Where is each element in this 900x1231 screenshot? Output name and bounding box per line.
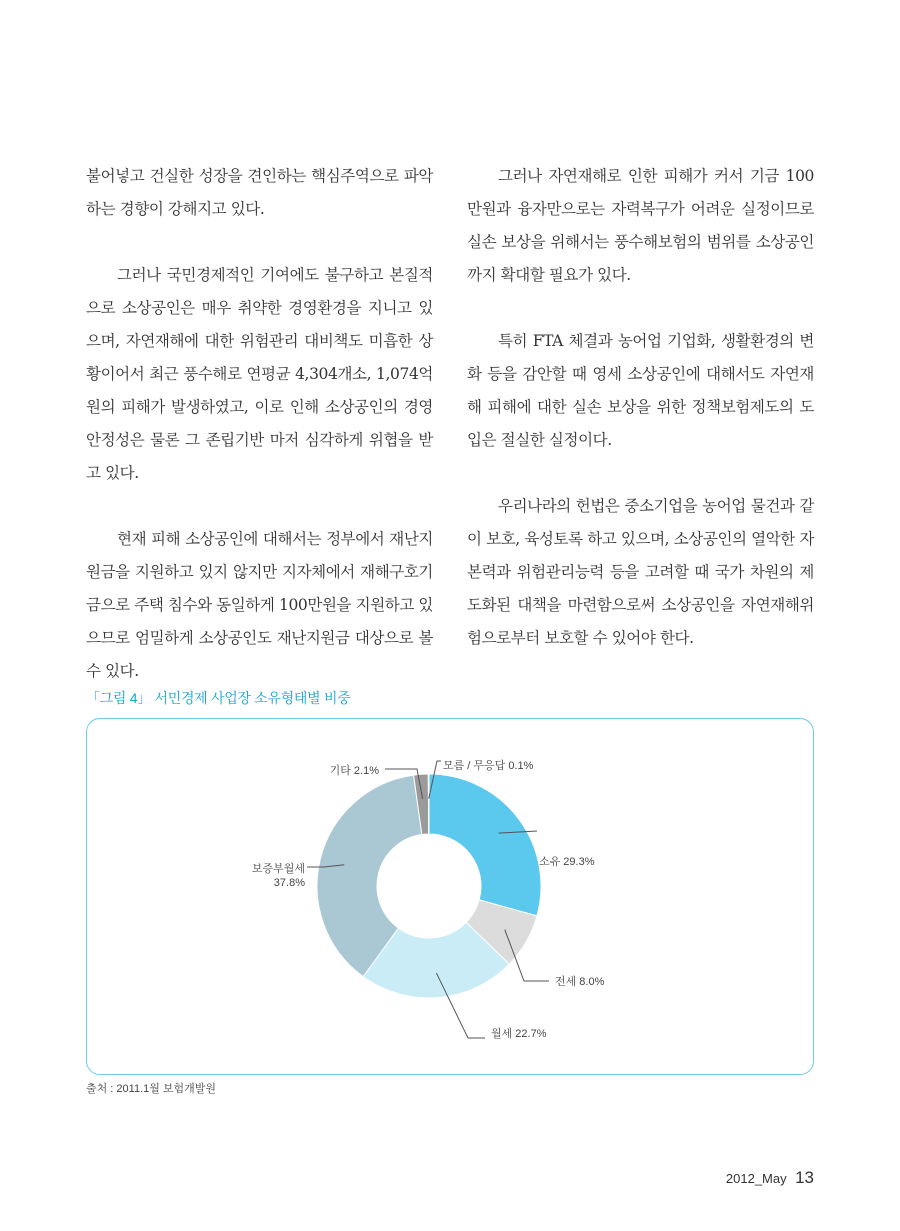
figure-title: 「그림 4」 서민경제 사업장 소유형태별 비중 [86, 690, 351, 706]
paragraph: 우리나라의 헌법은 중소기업을 농어업 물건과 같이 보호, 육성토록 하고 있으며, 소상공인의 열악한 자본력과 위험관리능력 등을 고려할 때 국가 차원의 제도화된 대책을 마련함으로써 소상공인을 자연재해위험으로부터 보호할 수 있어야 한다. [467, 497, 814, 647]
slice-label: 월세 22.7% [491, 1028, 547, 1040]
paragraph: 현재 피해 소상공인에 대해서는 정부에서 재난지원금을 지원하고 있지 않지만 지자체에서 재해구호기금으로 주택 침수와 동일하게 100만원을 지원하고 있으므로 엄밀하게 소상공인도 재난지원금 대상으로 볼 수 있다. [86, 530, 434, 680]
donut-chart [87, 719, 815, 1076]
slice-label: 모름 / 무응답 0.1% [443, 760, 534, 772]
slice-label: 보증부월세 37.8% [251, 863, 305, 889]
donut-slice [429, 774, 541, 916]
figure-source: 출처 : 2011.1월 보험개발원 [86, 1083, 217, 1095]
chart-frame [86, 718, 814, 1075]
right-text-column [467, 160, 814, 688]
paragraph: 그러나 국민경제적인 기여에도 불구하고 본질적으로 소상공인은 매우 취약한 경영환경을 지니고 있으며, 자연재해에 대한 위험관리 대비책도 미흡한 상황이어서 최근 풍수해로 연평균 4,304개소, 1,074억원의 피해가 발생하였고, 이로 인해 소상공인의 경영안정성은 물론 그 존립기반 마저 심각하게 위협을 받고 있다. [86, 266, 433, 482]
paragraph: 불어넣고 건실한 성장을 견인하는 핵심주역으로 파악하는 경향이 강해지고 있다. [86, 167, 433, 218]
slice-label: 소유 29.3% [539, 856, 595, 868]
donut-slice [428, 774, 429, 834]
left-text-column [86, 160, 433, 721]
issue-label: 2012_May [725, 1171, 787, 1186]
slice-label: 기타 2.1% [329, 765, 379, 777]
slice-label: 전세 8.0% [555, 976, 605, 988]
paragraph: 특히 FTA 체결과 농어업 기업화, 생활환경의 변화 등을 감안할 때 영세 소상공인에 대해서도 자연재해 피해에 대한 실손 보상을 위한 정책보험제도의 도입은 절실한 실정이다. [467, 332, 814, 449]
page-number: 13 [795, 1168, 814, 1187]
paragraph: 그러나 자연재해로 인한 피해가 커서 기금 100만원과 융자만으로는 자력복구가 어려운 실정이므로 실손 보상을 위해서는 풍수해보험의 범위를 소상공인까지 확대할 필요가 있다. [467, 167, 814, 284]
page-footer [726, 1168, 814, 1188]
